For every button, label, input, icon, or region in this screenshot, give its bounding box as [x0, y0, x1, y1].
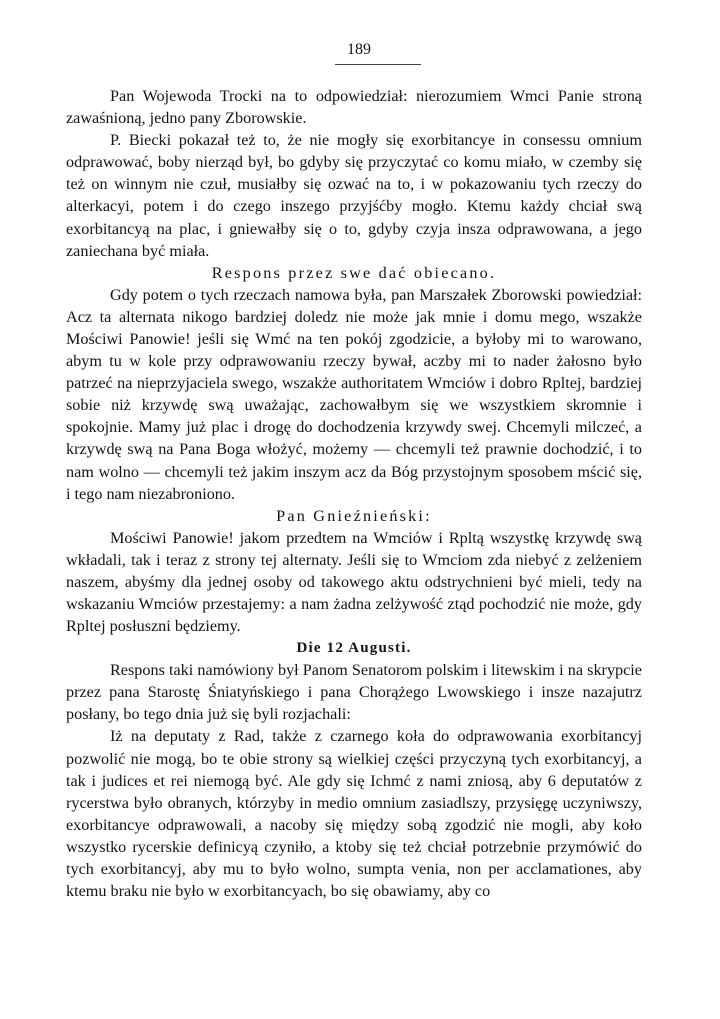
- paragraph-deputaty: Iż na deputaty z Rad, także z czarnego koła do odprawowania exorbitancyj pozwolić nie mogą, bo te obie strony są wielkiej części przyczyną tych exorbitancyj, a tak i judices et rei niemogą być. Ale gdy się Ichmć z nami zniosą, aby 6 deputatów z rycerstwa było obranych, którzyby in medio omnium zasiadlszy, przysięgę uczyniwszy, exorbitancye odprawowali, a nacoby się między sobą zgodzić nie mogli, aby koło wszystko rycerskie definicyą czyniło, a ktoby się też chciał potrzebnie przymówić do tych exorbitancyj, aby mu to było wolno, sumpta venia, non per acclamationes, aby ktemu braku nie było w exorbitancyach, bo się obawiamy, aby co: [66, 727, 642, 901]
- paragraph-marszalek-zborowski: Gdy potem o tych rzeczach namowa była, pan Marszałek Zborowski powiedział: Acz ta alternata nikogo bardziej doledz nie może jak mnie i domu mego, wszakże Mościwi Panowie! jeśli się Wmć na ten pokój zgodzicie, a byłoby mi to warowano, abym tu w kole przy odprawowaniu rzeczy bywał, aczby mi to nader żałosno było patrzeć na nieprzyjaciela swego, wszakże authoritatem Wmciów i dobro Rpltej, bardziej sobie niż krzywdę swą uważając, zachowałbym się we wszystkiem skromnie i spokojnie. Mamy już plac i drogę do dochodzenia krzywdy swej. Chcemyli milczeć, a krzywdę swą na Pana Boga włożyć, możemy — chcemyli też prawnie dochodzić, i to nam wolno — chcemyli też jakim inszym acz da Bóg przystojnym sposobem mścić się, i tego nam niezabroniono.: [66, 285, 642, 503]
- paragraph-gnieznienski: Mościwi Panowie! jakom przedtem na Wmciów i Rpltą wszystkę krzywdę swą wkładali, tak i teraz z strony tej alternaty. Jeśli się to Wmciom zda niebyć z zelżeniem naszem, abyśmy dla jednej osoby od takowego aktu odstrychnieni być mieli, tedy na wskazaniu Wmciów przestajemy: a nam żadna zelżywość ztąd pochodzić nie może, gdy Rpltej posłuszni będziemy.: [66, 528, 642, 636]
- section-heading-date: Die 12 Augusti.: [296, 640, 412, 657]
- section-heading-respons: Respons przez swe dać obiecano.: [211, 263, 497, 282]
- page-number: 189: [347, 41, 371, 58]
- document-page: [66, 40, 642, 902]
- paragraph-biecki: P. Biecki pokazał też to, że nie mogły się exorbitancye in consessu omnium odprawować, boby nierząd był, bo gdyby się przyczytać co komu miało, w czemby się też on winnym nie czuł, musiałby się ozwać na to, i w pokazowaniu tych rzeczy do alterkacyi, potem i do czego inszego przyjśćby mogło. Ktemu każdy chciał swą exorbitancyą na plac, i gniewałby się o to, gdyby czyja insza odprawowana, a jego zaniechana być miała.: [66, 131, 642, 260]
- paragraph-wojewoda-trocki: Pan Wojewoda Trocki na to odpowiedział: nierozumiem Wmci Panie stroną zawaśnioną, jedno pany Zborowskie.: [66, 87, 642, 128]
- page-number-rule: [335, 64, 421, 65]
- section-heading-gnieznienski: Pan Gnieźnieński:: [276, 506, 432, 525]
- paragraph-respons-taki: Respons taki namówiony był Panom Senatorom polskim i litewskim i na skrypcie przez pana Starostę Śniatyńskiego i pana Chorążego Lwowskiego i insze nazajutrz posłany, bo tego dnia już się byli rozjachali:: [66, 661, 642, 724]
